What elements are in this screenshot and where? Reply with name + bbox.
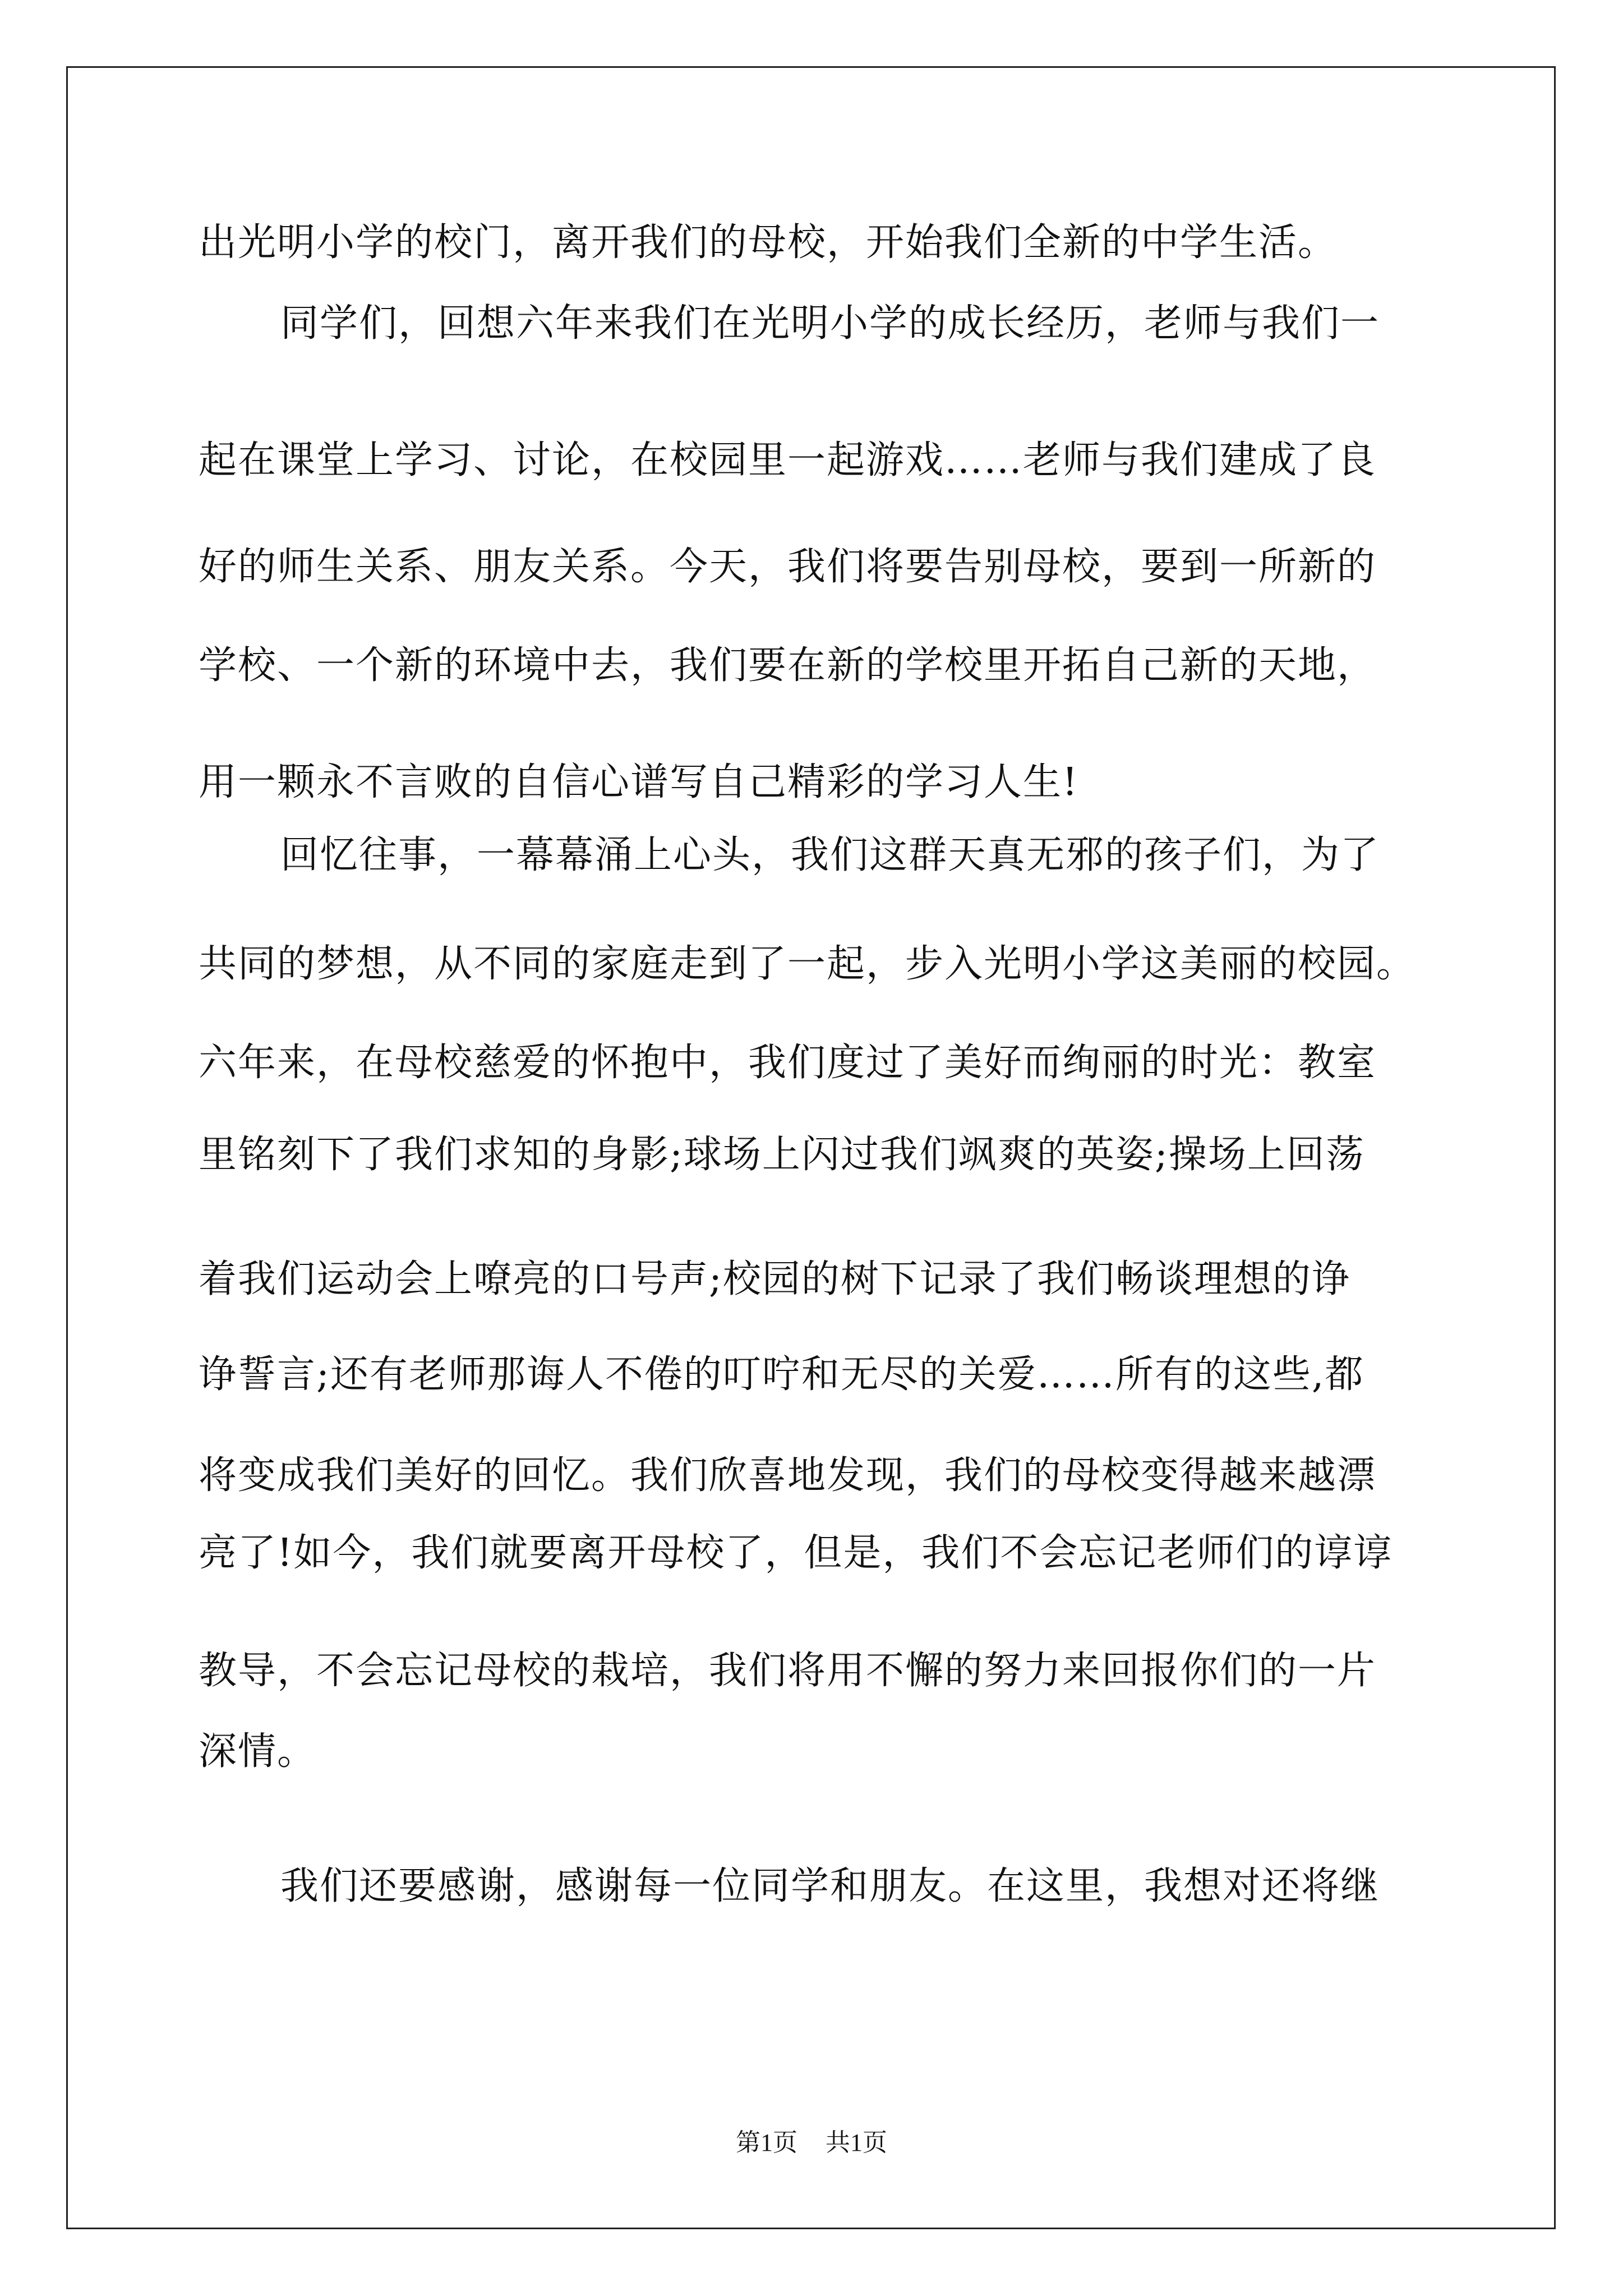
text-line: 将变成我们美好的回忆。我们欣喜地发现，我们的母校变得越来越漂 <box>199 1453 1377 1498</box>
text-line: 着我们运动会上嘹亮的口号声;校园的树下记录了我们畅谈理想的诤 <box>199 1257 1351 1301</box>
page-number: 第1页 <box>736 2129 797 2156</box>
text-line: 起在课堂上学习、讨论，在校园里一起游戏……老师与我们建成了良 <box>199 438 1377 482</box>
text-line: 好的师生关系、朋友关系。今天，我们将要告别母校，要到一所新的 <box>199 545 1377 589</box>
page-total: 共1页 <box>826 2129 887 2156</box>
text-line: 出光明小学的校门，离开我们的母校，开始我们全新的中学生活。 <box>199 220 1338 265</box>
text-line: 教导，不会忘记母校的栽培，我们将用不懈的努力来回报你们的一片 <box>199 1649 1377 1693</box>
text-line: 诤誓言;还有老师那诲人不倦的叮咛和无尽的关爱……所有的这些,都 <box>199 1352 1364 1397</box>
text-line: 共同的梦想，从不同的家庭走到了一起，步入光明小学这美丽的校园。 <box>199 942 1416 986</box>
text-line: 用一颗永不言败的自信心谱写自己精彩的学习人生! <box>199 760 1079 804</box>
text-line: 同学们，回想六年来我们在光明小学的成长经历，老师与我们一 <box>280 301 1380 346</box>
text-line: 亮了!如今，我们就要离开母校了，但是，我们不会忘记老师们的谆谆 <box>199 1531 1393 1575</box>
page-footer <box>0 2126 1623 2160</box>
text-line: 我们还要感谢，感谢每一位同学和朋友。在这里，我想对还将继 <box>280 1864 1380 1908</box>
text-line: 学校、一个新的环境中去，我们要在新的学校里开拓自己新的天地， <box>199 643 1377 688</box>
text-line: 回忆往事，一幕幕涌上心头，我们这群天真无邪的孩子们，为了 <box>280 833 1380 877</box>
text-line: 六年来，在母校慈爱的怀抱中，我们度过了美好而绚丽的时光：教室 <box>199 1041 1377 1085</box>
text-line: 深情。 <box>199 1729 317 1774</box>
text-line: 里铭刻下了我们求知的身影;球场上闪过我们飒爽的英姿;操场上回荡 <box>199 1133 1365 1177</box>
